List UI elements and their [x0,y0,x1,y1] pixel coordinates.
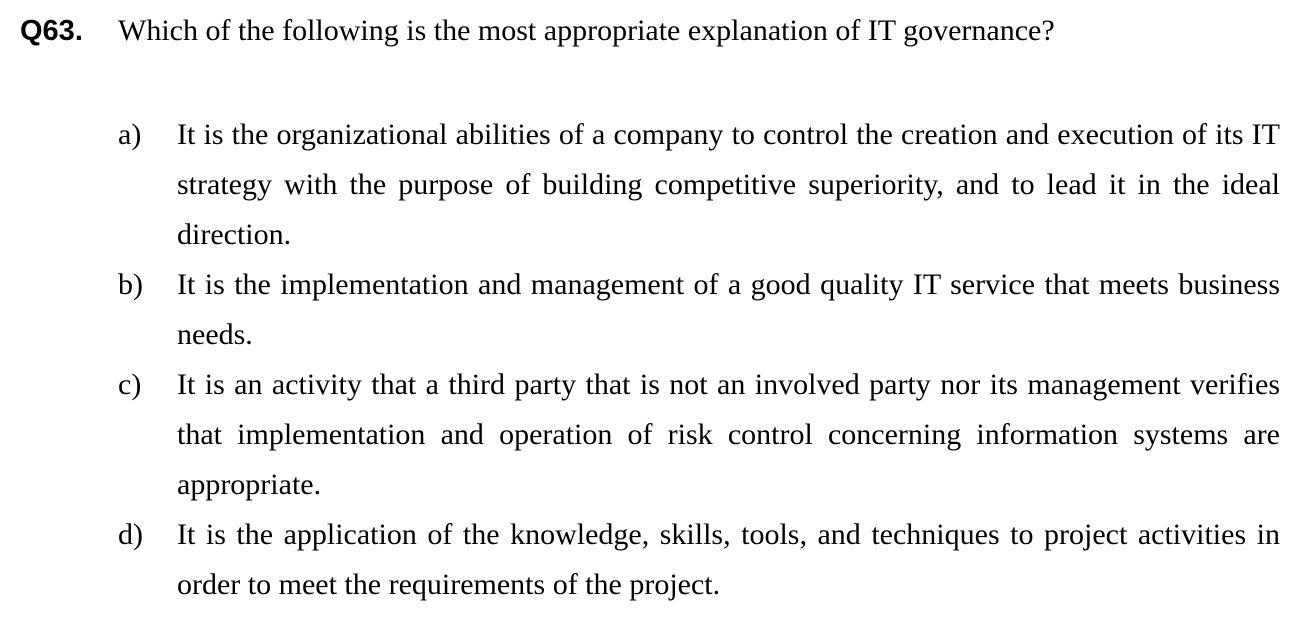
option-label: d) [118,518,143,551]
option-text: It is the application of the knowledge, skills, tools, and techniques to project activities in order to meet the requirements of the project. [177,518,1280,601]
question-header [20,14,1055,54]
option-label: c) [118,368,142,401]
option-text: It is the implementation and management of a good quality IT service that meets business needs. [177,268,1280,351]
option-text: It is an activity that a third party that is not an involved party nor its management verifies that implementation and operation of risk control concerning information systems are appropriate. [177,368,1280,501]
option-d [118,510,1280,610]
option-c [118,360,1280,510]
option-label: b) [118,268,143,301]
question-number: Q63. [20,15,83,47]
option-text: It is the organizational abilities of a company to control the creation and execution of its IT strategy with the purpose of building competitive superiority, and to lead it in the ideal direction. [177,118,1280,251]
option-a [118,110,1280,260]
option-b [118,260,1280,360]
option-label: a) [118,118,142,151]
answer-options [118,110,1280,610]
question-text: Which of the following is the most appropriate explanation of IT governance? [118,14,1055,47]
